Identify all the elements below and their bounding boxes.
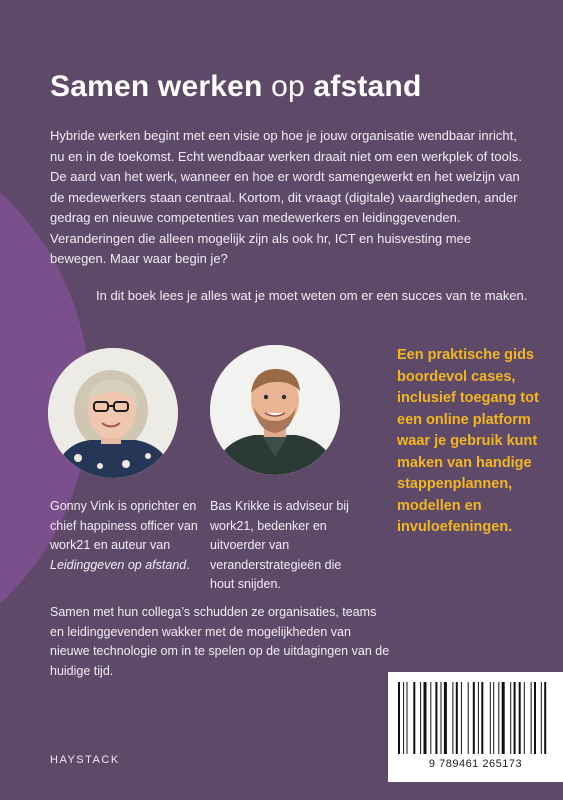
author-bio-gonny-vink: [50, 497, 200, 575]
title-part-2: op: [271, 70, 305, 103]
barcode-bar: [398, 682, 400, 754]
barcode-bar: [456, 682, 458, 754]
title-part-3: afstand: [313, 70, 422, 103]
barcode-bar: [461, 682, 462, 754]
barcode-bar: [514, 682, 516, 754]
title-part-1: Samen werken: [50, 70, 263, 103]
barcode-bar: [519, 682, 521, 754]
barcode-bar: [403, 682, 404, 754]
barcode-bar: [468, 682, 469, 754]
barcode: [388, 672, 563, 782]
barcode-bar: [435, 682, 437, 754]
barcode-bar: [524, 682, 525, 754]
portrait-woman-illustration: [48, 348, 178, 478]
barcode-bar: [531, 682, 532, 754]
tagline: Een praktische gids boordevol cases, inclusief toegang tot een online platform waar je gebruik kunt maken van handige stappenplannen, modellen en invuloefeningen.: [397, 347, 539, 535]
portrait-man-illustration: [210, 345, 340, 475]
author-photo-gonny-vink: [48, 348, 178, 478]
barcode-bar: [502, 682, 505, 754]
barcode-bar: [413, 682, 415, 754]
barcode-bar: [544, 682, 546, 754]
barcode-bar: [473, 682, 475, 754]
barcode-bar: [441, 682, 442, 754]
barcode-bar: [490, 682, 491, 754]
publisher-logo: HAYSTACK: [50, 754, 120, 766]
isbn-number: 9 789461 265173: [428, 758, 523, 770]
closing-paragraph: Samen met hun collega’s schudden ze organisaties, teams en leidinggevenden wakker met de mogelijkheden van nieuwe technologie om in te spelen op de uitdagingen van de huidige tijd.: [50, 605, 390, 678]
bio-text: Gonny Vink is oprichter en chief happiness officer van work21 en auteur van: [50, 499, 198, 552]
barcode-bars: [398, 682, 553, 754]
barcode-bar: [493, 682, 494, 754]
barcode-bar: [498, 682, 499, 754]
barcode-bar: [444, 682, 447, 754]
book-reference: Leidinggeven op afstand: [50, 557, 187, 572]
author-bio-bas-krikke: Bas Krikke is adviseur bij work21, bedenker en uitvoerder van veranderstrategieën die hout snijden.: [210, 499, 349, 591]
lead-sentence: In dit boek lees je alles wat je moet weten om er een succes van te maken.: [96, 288, 528, 303]
barcode-bar: [424, 682, 427, 754]
barcode-bar: [420, 682, 421, 754]
book-title: [50, 70, 421, 104]
author-photo-bas-krikke: [210, 345, 340, 475]
barcode-bar: [510, 682, 511, 754]
barcode-bar: [541, 682, 542, 754]
bio-period: .: [186, 557, 190, 572]
barcode-bar: [452, 682, 453, 754]
barcode-bar: [478, 682, 479, 754]
barcode-bar: [481, 682, 483, 754]
barcode-bar: [430, 682, 431, 754]
intro-paragraph: Hybride werken begint met een visie op hoe je jouw organisatie wendbaar inricht, nu en in de toekomst. Echt wendbaar werken draait niet om een werkplek of tools. De aard van het werk, wanneer en hoe er wordt samengewerkt en het welzijn van de medewerkers staan centraal. Kortom, dit vraagt (digitale) vaardigheden, ander gedrag en nieuwe competenties van medewerkers en leidinggevenden. Veranderingen die alleen mogelijk zijn als ook hr, ICT en huisvesting mee bewegen. Maar waar begin je?: [50, 128, 522, 266]
barcode-bar: [407, 682, 408, 754]
barcode-bar: [534, 682, 536, 754]
